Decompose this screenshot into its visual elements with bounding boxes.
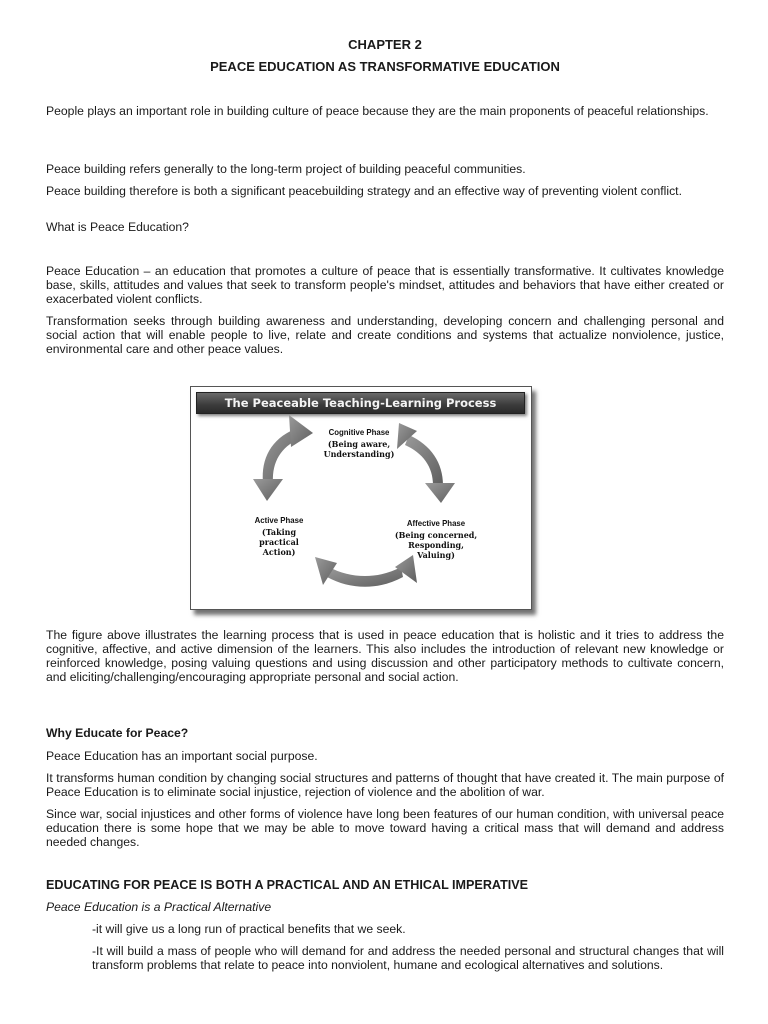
paragraph-figure-description: The figure above illustrates the learning process that is used in peace education that is holistic and it tries to address the cognitive, affective, and active dimension of the learners. This also includes the introduction of relevant new knowledge or reinforced knowledge, posing valuing questions and using discussion and other participatory methods to cultivate concern, and eliciting/challenging/encouraging appropriate personal and social action. bbox=[46, 628, 724, 684]
paragraph-transforms-human-condition: It transforms human condition by changing social structures and patterns of thought that have created it. The main purpose of Peace Education is to eliminate social injustice, rejection of violence and the abolition of war. bbox=[46, 771, 724, 799]
paragraph-peace-building-definition: Peace building refers generally to the long-term project of building peaceful communities. bbox=[46, 162, 526, 176]
cycle-arrows-icon bbox=[191, 387, 531, 609]
list-item: -it will give us a long run of practical benefits that we seek. bbox=[92, 922, 406, 936]
paragraph-transformation: Transformation seeks through building awareness and understanding, developing concern and challenging personal and social action that will enable people to live, relate and create conditions and systems that actualize nonviolence, justice, environmental care and other peace values. bbox=[46, 314, 724, 356]
chapter-title: PEACE EDUCATION AS TRANSFORMATIVE EDUCATION bbox=[210, 59, 560, 74]
paragraph-social-purpose: Peace Education has an important social purpose. bbox=[46, 749, 318, 763]
list-item: -It will build a mass of people who will demand for and address the needed personal and structural changes that will transform problems that relate to peace into nonviolent, humane and ecological alternatives and solutions. bbox=[92, 944, 724, 972]
paragraph-since-war: Since war, social injustices and other forms of violence have long been features of our human condition, with universal peace education there is some hope that we may be able to move toward having a critical mass that will demand and address needed changes. bbox=[46, 807, 724, 849]
heading-why-educate: Why Educate for Peace? bbox=[46, 726, 189, 740]
subheading-practical-alternative: Peace Education is a Practical Alternative bbox=[46, 900, 272, 914]
teaching-learning-process-figure bbox=[190, 386, 532, 610]
paragraph-peace-building-strategy: Peace building therefore is both a significant peacebuilding strategy and an effective way of preventing violent conflict. bbox=[46, 184, 682, 198]
active-phase-label: Active Phase (Taking practical Action) bbox=[254, 515, 304, 557]
paragraph-people-role: People plays an important role in building culture of peace because they are the main proponents of peaceful relationships. bbox=[46, 104, 709, 118]
cognitive-phase-label: Cognitive Phase (Being aware, Understanding) bbox=[323, 427, 395, 459]
chapter-label: CHAPTER 2 bbox=[348, 37, 422, 52]
question-what-is-peace-education: What is Peace Education? bbox=[46, 220, 189, 234]
arrow-cognitive-active-icon bbox=[253, 415, 313, 501]
figure-title: The Peaceable Teaching-Learning Process bbox=[196, 392, 525, 414]
affective-phase-label: Affective Phase (Being concerned, Responding, Valuing) bbox=[394, 518, 478, 560]
heading-practical-ethical-imperative: EDUCATING FOR PEACE IS BOTH A PRACTICAL AND AN ETHICAL IMPERATIVE bbox=[46, 878, 529, 892]
paragraph-peace-education-definition: Peace Education – an education that promotes a culture of peace that is essentially transformative. It cultivates knowledge base, skills, attitudes and values that seek to transform people's mindset, attitudes and behaviors that have either created or exacerbated violent conflicts. bbox=[46, 264, 724, 306]
